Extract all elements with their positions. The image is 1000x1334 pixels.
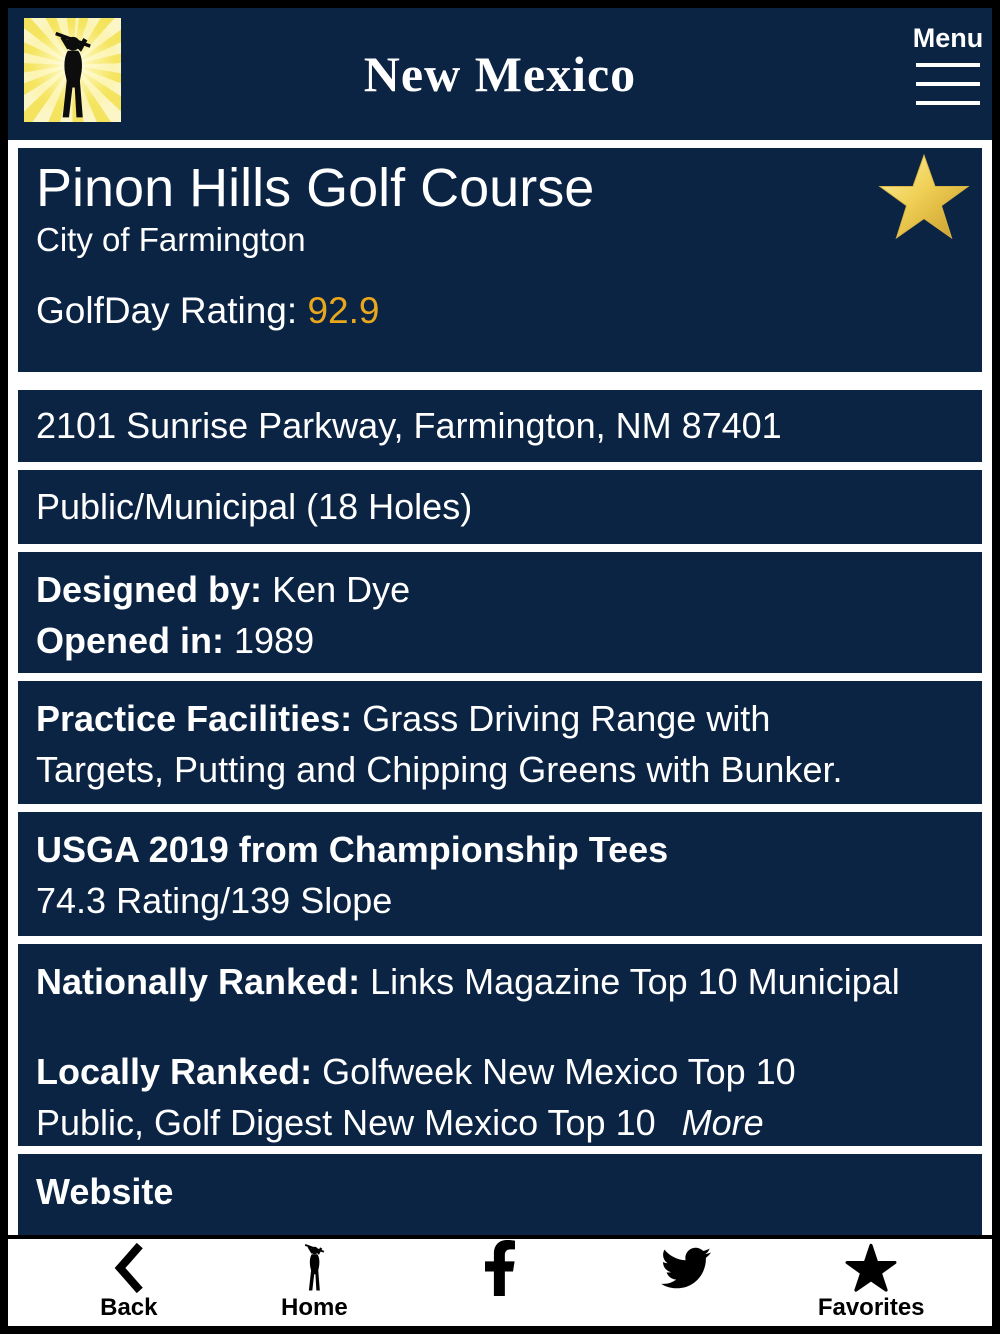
locally-ranked-line1 — [36, 1046, 964, 1097]
practice-value-line1: Grass Driving Range with — [362, 698, 771, 739]
opened-in-value: 1989 — [234, 620, 315, 662]
page-title: New Mexico — [363, 46, 637, 102]
facebook-icon — [482, 1242, 518, 1294]
course-type: Public/Municipal (18 Holes) — [36, 486, 473, 527]
practice-label: Practice Facilities: — [36, 698, 353, 739]
home-label: Home — [281, 1294, 348, 1321]
designed-by-line — [36, 564, 964, 615]
chevron-left-icon — [112, 1242, 146, 1294]
locally-ranked-value-line1: Golfweek New Mexico Top 10 — [322, 1051, 796, 1093]
opened-in-line — [36, 615, 964, 666]
favorites-button[interactable] — [806, 1242, 936, 1326]
usga-title: USGA 2019 from Championship Tees — [36, 829, 669, 870]
menu-label: Menu — [912, 23, 984, 53]
golfer-logo-icon — [50, 30, 96, 122]
twitter-icon — [658, 1242, 714, 1294]
usga-rating-box — [18, 812, 982, 936]
nationally-ranked-value: Links Magazine Top 10 Municipal — [370, 961, 900, 1002]
website-link[interactable]: Website — [36, 1171, 174, 1212]
locally-ranked-value-line2: Public, Golf Digest New Mexico Top 10 — [36, 1102, 656, 1144]
usga-value: 74.3 Rating/139 Slope — [36, 880, 393, 922]
rankings-box — [18, 944, 982, 1146]
back-button[interactable] — [64, 1242, 194, 1326]
practice-value-line2: Targets, Putting and Chipping Greens with Bunker. — [36, 749, 843, 791]
designed-by-label: Designed by: — [36, 569, 263, 610]
golfer-home-icon — [302, 1242, 327, 1294]
home-button[interactable] — [249, 1242, 379, 1326]
content-area — [8, 140, 992, 1235]
course-subtitle: City of Farmington — [36, 221, 306, 259]
golfday-rating — [36, 290, 870, 332]
back-label: Back — [100, 1294, 158, 1321]
course-title: Pinon Hills Golf Course — [36, 158, 595, 218]
nationally-ranked-line — [36, 956, 964, 1007]
course-address: 2101 Sunrise Parkway, Farmington, NM 87401 — [36, 405, 782, 446]
website-box[interactable] — [18, 1154, 982, 1235]
gold-star-icon[interactable] — [878, 152, 970, 242]
bottom-nav-bar — [8, 1235, 992, 1326]
hamburger-icon — [916, 63, 980, 105]
menu-bar — [916, 101, 980, 105]
more-link[interactable]: More — [681, 1102, 764, 1144]
course-type-box — [18, 470, 982, 544]
rating-value: 92.9 — [307, 290, 380, 332]
opened-in-label: Opened in: — [36, 620, 224, 662]
golfday-logo — [24, 18, 121, 122]
facebook-button[interactable] — [435, 1242, 565, 1326]
menu-bar — [916, 63, 980, 67]
designed-by-value: Ken Dye — [272, 569, 411, 610]
nationally-ranked-label: Nationally Ranked: — [36, 961, 361, 1002]
menu-bar — [916, 82, 980, 86]
address-box — [18, 390, 982, 462]
designer-box — [18, 552, 982, 673]
header-bar — [8, 8, 992, 140]
app-window — [8, 8, 992, 1326]
course-header-box — [18, 148, 982, 372]
favorites-star-icon — [845, 1242, 897, 1294]
locally-ranked-line2 — [36, 1097, 964, 1148]
locally-ranked-label: Locally Ranked: — [36, 1051, 313, 1093]
menu-button[interactable] — [912, 24, 984, 105]
rating-label: GolfDay Rating: — [36, 290, 298, 332]
twitter-button[interactable] — [621, 1242, 751, 1326]
favorites-label: Favorites — [817, 1294, 925, 1321]
practice-facilities-box — [18, 681, 982, 804]
